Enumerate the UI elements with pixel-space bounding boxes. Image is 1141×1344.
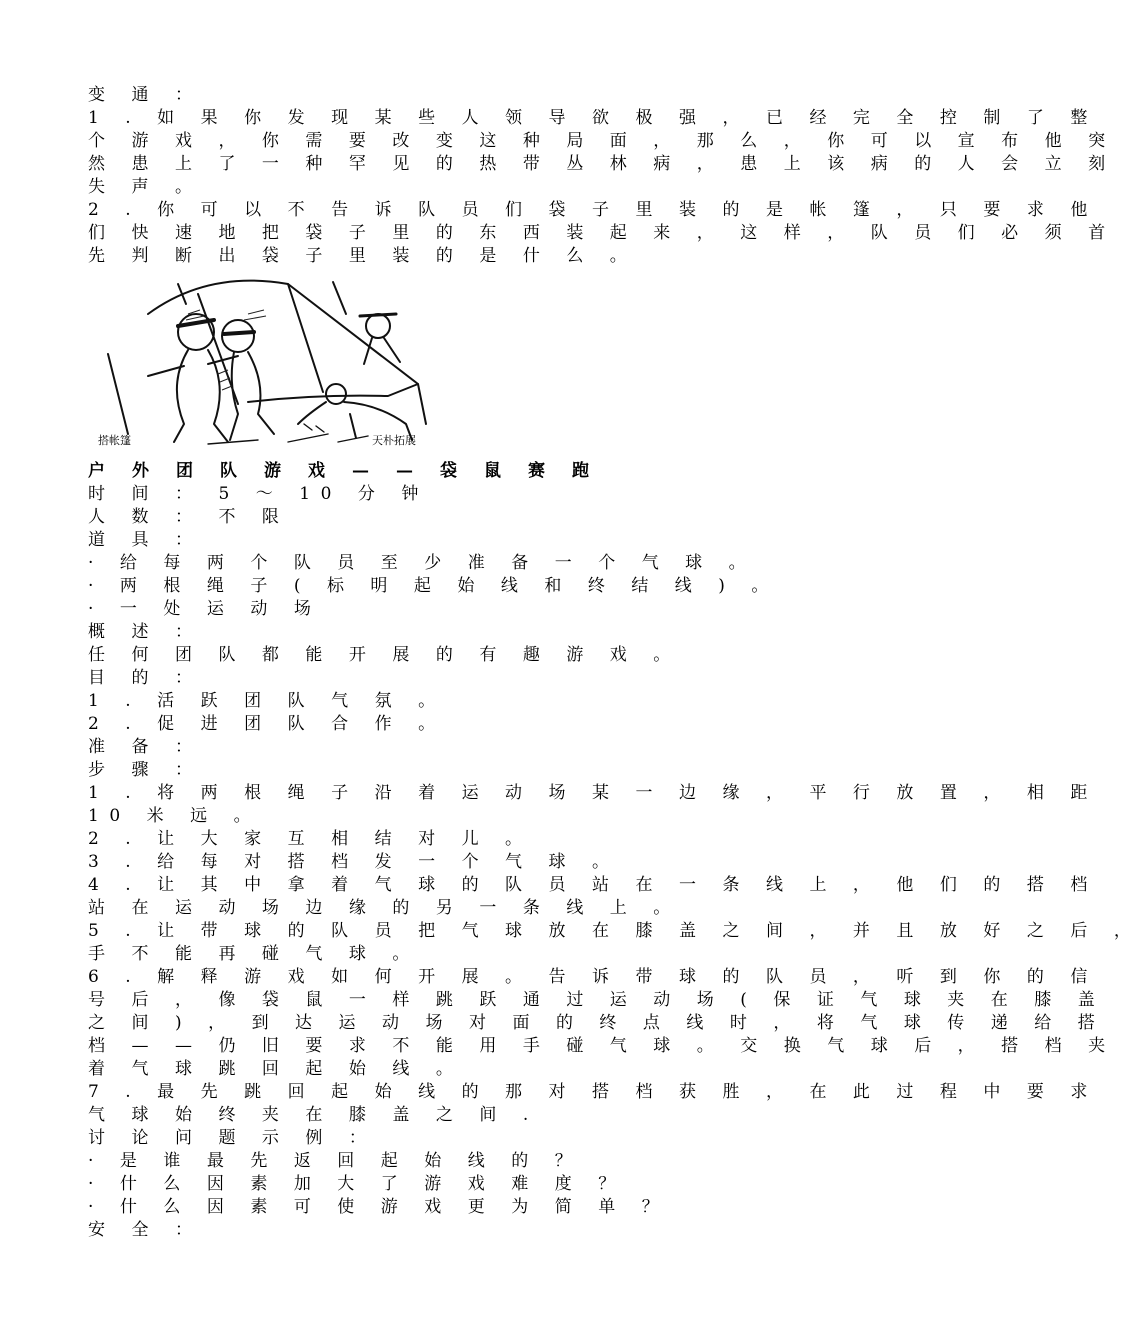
text-line: 1 . 如 果 你 发 现 某 些 人 领 导 欲 极 强 ， 已 经 完 全 控 制 了 整 — [88, 108, 1098, 128]
text-line: 档 — — 仍 旧 要 求 不 能 用 手 碰 气 球 。 交 换 气 球 后 ， 搭 档 夹 — [88, 1036, 1116, 1056]
text-line: · 什 么 因 素 可 使 游 戏 更 为 简 单 ？ — [88, 1197, 670, 1217]
text-line: 个 游 戏 ， 你 需 要 改 变 这 种 局 面 ， 那 么 ， 你 可 以 宣 布 他 突 — [88, 131, 1116, 151]
text-line: 时 间 ： 5 ～ 10 分 钟 — [88, 484, 429, 504]
text-line: 目 的 ： — [88, 668, 203, 688]
text-line: · 什 么 因 素 加 大 了 游 戏 难 度 ？ — [88, 1174, 626, 1194]
text-line: 手 不 能 再 碰 气 球 。 — [88, 944, 420, 964]
text-line: 之 间 ) ， 到 达 运 动 场 对 面 的 终 点 线 时 ， 将 气 球 传 递 给 搭 — [88, 1013, 1106, 1033]
text-line: 站 在 运 动 场 边 缘 的 另 一 条 线 上 。 — [88, 898, 681, 918]
game-body — [88, 483, 1141, 1242]
text-line: 10 米 远 。 — [88, 806, 262, 826]
tent-pitching-illustration — [88, 274, 448, 452]
document-page — [88, 84, 1141, 1242]
caption-left: 搭帐篷 — [98, 434, 131, 447]
text-line: 气 球 始 终 夹 在 膝 盖 之 间 . — [88, 1105, 539, 1125]
text-line: 准 备 ： — [88, 737, 203, 757]
text-line: 1 . 活 跃 团 队 气 氛 。 — [88, 691, 446, 711]
text-line: 概 述 ： — [88, 622, 203, 642]
text-line: 3 . 给 每 对 搭 档 发 一 个 气 球 。 — [88, 852, 620, 872]
text-line: 安 全 ： — [88, 1220, 203, 1240]
text-line: 失 声 。 — [88, 177, 203, 197]
text-line: 人 数 ： 不 限 — [88, 507, 290, 527]
text-line: 2 . 让 大 家 互 相 结 对 儿 。 — [88, 829, 533, 849]
text-line: 先 判 断 出 袋 子 里 装 的 是 什 么 。 — [88, 246, 638, 266]
text-line: 4 . 让 其 中 拿 着 气 球 的 队 员 站 在 一 条 线 上 ， 他 们 的 搭 档 — [88, 875, 1098, 895]
text-line: 1 . 将 两 根 绳 子 沿 着 运 动 场 某 一 边 缘 ， 平 行 放 置 ， 相 距 — [88, 783, 1098, 803]
text-line: 然 患 上 了 一 种 罕 见 的 热 带 丛 林 病 ， 患 上 该 病 的 人 会 立 刻 — [88, 154, 1116, 174]
text-line: 5 . 让 带 球 的 队 员 把 气 球 放 在 膝 盖 之 间 ， 并 且 放 好 之 后 ， — [88, 921, 1141, 941]
text-line: 2 . 促 进 团 队 合 作 。 — [88, 714, 446, 734]
variation-heading: 变 通 ： — [88, 85, 203, 105]
text-line: 讨 论 问 题 示 例 ： — [88, 1128, 377, 1148]
text-line: · 一 处 运 动 场 — [88, 599, 322, 619]
text-line: 7 . 最 先 跳 回 起 始 线 的 那 对 搭 档 获 胜 ， 在 此 过 程 中 要 求 — [88, 1082, 1098, 1102]
text-line: 着 气 球 跳 回 起 始 线 。 — [88, 1059, 464, 1079]
text-line: · 两 根 绳 子 ( 标 明 起 始 线 和 终 结 线 ) 。 — [88, 576, 779, 596]
variation-body — [88, 107, 1116, 268]
text-line: · 给 每 两 个 队 员 至 少 准 备 一 个 气 球 。 — [88, 553, 757, 573]
tent-sketch-image — [88, 274, 448, 452]
text-line: 任 何 团 队 都 能 开 展 的 有 趣 游 戏 。 — [88, 645, 681, 665]
text-line: 道 具 ： — [88, 530, 203, 550]
section-title: 户 外 团 队 游 戏 — — 袋 鼠 赛 跑 — [88, 461, 600, 481]
text-line: 号 后 ， 像 袋 鼠 一 样 跳 跃 通 过 运 动 场 ( 保 证 气 球 夹 在 膝 盖 — [88, 990, 1106, 1010]
text-line: 2 . 你 可 以 不 告 诉 队 员 们 袋 子 里 装 的 是 帐 篷 ， 只 要 求 他 — [88, 200, 1098, 220]
caption-right: 天朴拓展 — [372, 434, 416, 447]
text-line: 6 . 解 释 游 戏 如 何 开 展 。 告 诉 带 球 的 队 员 ， 听 到 你 的 信 — [88, 967, 1098, 987]
text-line: 步 骤 ： — [88, 760, 203, 780]
text-line: · 是 谁 最 先 返 回 起 始 线 的 ？ — [88, 1151, 583, 1171]
text-line: 们 快 速 地 把 袋 子 里 的 东 西 装 起 来 ， 这 样 ， 队 员 们 必 须 首 — [88, 223, 1116, 243]
